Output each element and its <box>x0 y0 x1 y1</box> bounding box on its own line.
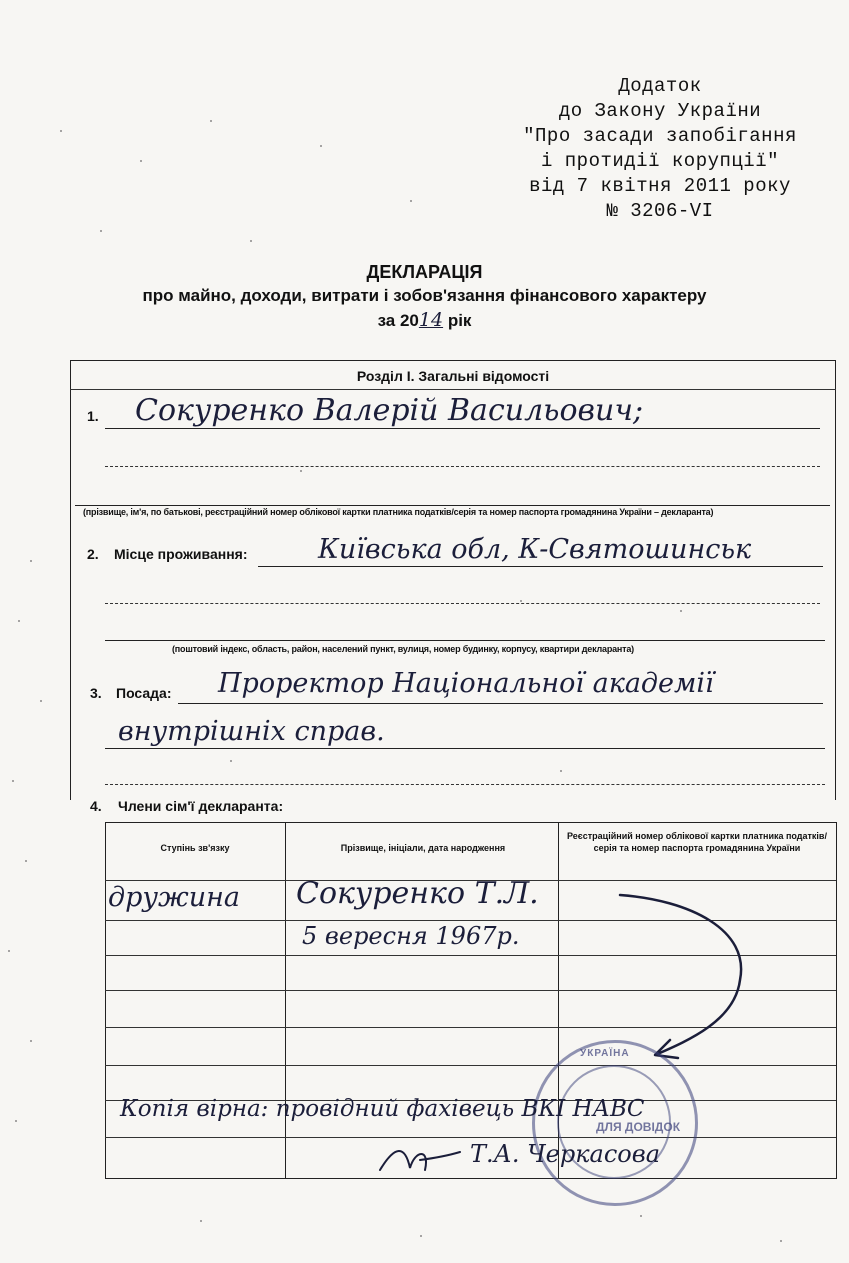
form-border-left <box>70 360 71 800</box>
section-title: Розділ І. Загальні відомості <box>356 368 550 384</box>
fill-line <box>105 428 820 429</box>
field-caption: (поштовий індекс, область, район, населений пункт, вулиця, номер будинку, корпусу, квартири декларанта) <box>172 644 634 654</box>
declarant-name: Сокуренко Валерій Васильович; <box>135 393 644 428</box>
certification-note: Копія вірна: провідний фахівець ВКІ НАВС <box>120 1096 645 1122</box>
member-birth-date: 5 вересня 1967р. <box>302 922 520 950</box>
table-column-divider <box>285 822 286 1178</box>
member-name: Сокуренко Т.Л. <box>296 876 539 911</box>
residence-value: Київська обл, К-Святошинськ <box>318 534 752 565</box>
appendix-line: до Закону України <box>558 100 762 122</box>
fill-line <box>178 703 823 704</box>
year-suffix: рік <box>447 311 472 330</box>
appendix-line: Додаток <box>618 75 702 97</box>
field-number: 1. <box>87 408 99 424</box>
declaration-title: ДЕКЛАРАЦІЯ <box>366 262 483 282</box>
section-divider <box>70 389 836 390</box>
position-value-line2: внутрішніх справ. <box>118 716 385 747</box>
field-caption: (прізвище, ім'я, по батькові, реєстраційний номер облікової картки платника податків/серія та номер паспорта громадянина України – декларанта) <box>83 507 714 517</box>
appendix-line: від 7 квітня 2011 року <box>529 175 791 197</box>
field-label: Члени сім'ї декларанта: <box>118 798 284 814</box>
declaration-subtitle: про майно, доходи, витрати і зобов'язання фінансового характеру <box>142 286 707 305</box>
fill-line <box>105 603 820 604</box>
law-appendix-header <box>490 74 830 224</box>
column-header-relation: Ступінь зв'язку <box>160 843 230 853</box>
stamp-center-text: ДЛЯ ДОВІДОК <box>596 1120 681 1134</box>
form-border-top <box>70 360 836 361</box>
fill-line <box>105 466 820 467</box>
position-value-line1: Проректор Національної академії <box>218 668 714 699</box>
column-header-name: Прізвище, ініціали, дата народження <box>340 843 506 853</box>
fill-line <box>258 566 823 567</box>
year-prefix: за 20 <box>377 311 419 330</box>
year-handwritten: 14 <box>418 309 444 331</box>
stamp-arc-text: УКРАЇНА <box>580 1048 630 1059</box>
signature <box>375 1140 465 1180</box>
appendix-line: і протидії корупції" <box>540 150 780 172</box>
table-row-divider <box>105 1137 836 1138</box>
fill-line <box>75 505 830 506</box>
appendix-line: № 3206-VI <box>606 200 714 222</box>
field-label: Посада: <box>116 685 172 701</box>
field-number: 2. <box>87 546 99 562</box>
declaration-year <box>0 309 849 331</box>
appendix-line: "Про засади запобігання <box>523 125 797 147</box>
form-border-right <box>835 360 836 800</box>
fill-line <box>105 748 825 749</box>
fill-line <box>105 640 825 641</box>
certifier-name: Т.А. Черкасова <box>470 1140 660 1168</box>
column-header-registration: Реєстраційний номер облікової картки платника податків/ серія та номер паспорта громадянина України <box>567 831 827 853</box>
field-label: Місце проживання: <box>114 546 248 562</box>
fill-line <box>105 784 825 785</box>
field-number: 3. <box>90 685 102 701</box>
field-number: 4. <box>90 798 102 814</box>
member-relation: дружина <box>108 882 241 913</box>
